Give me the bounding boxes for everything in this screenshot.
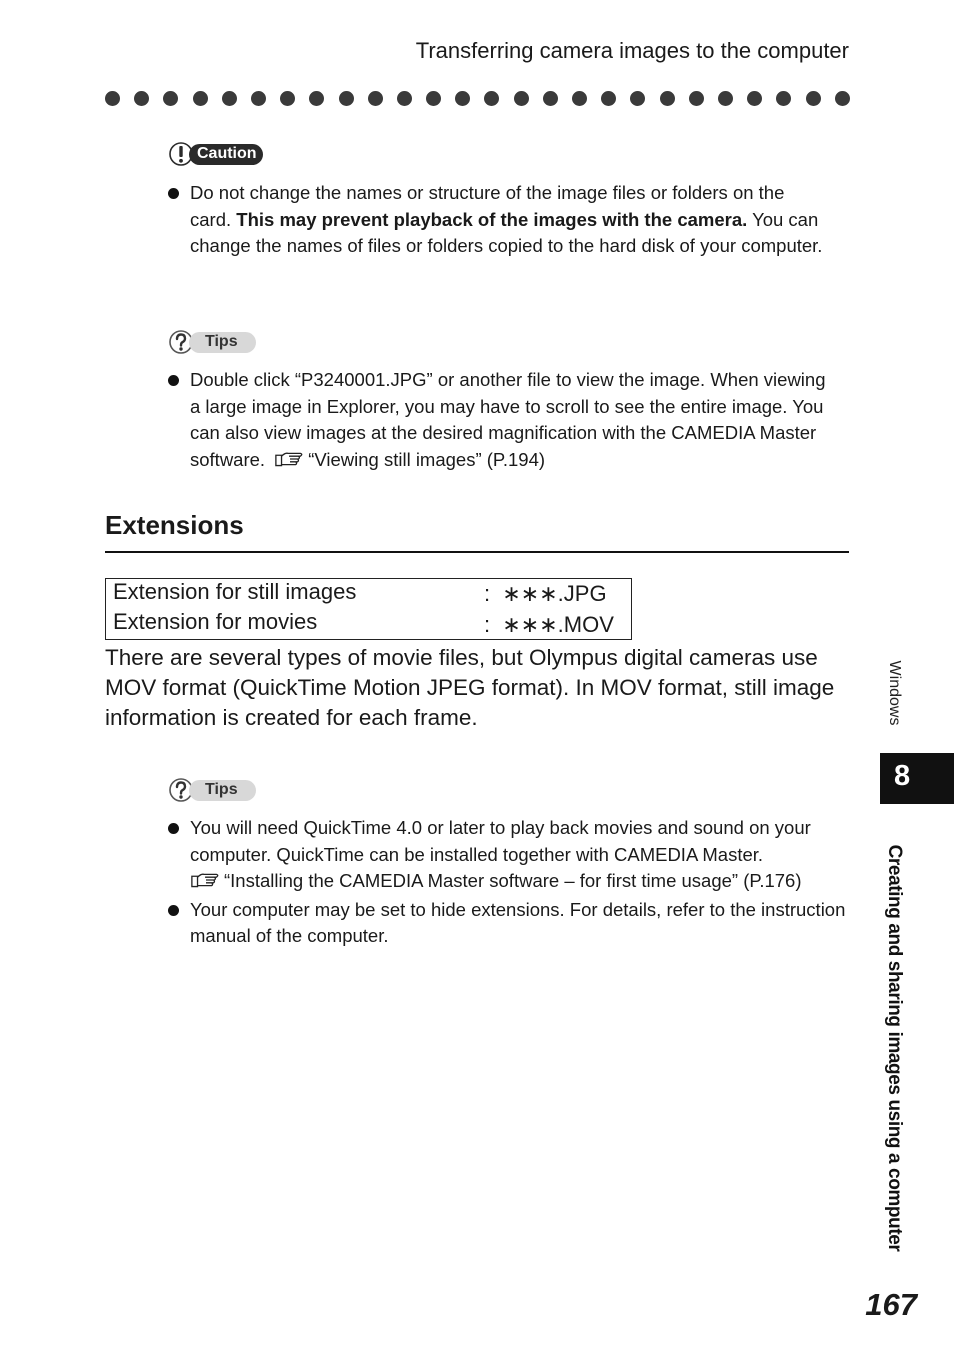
page-number: 167 <box>865 1287 917 1322</box>
caution-label: Caution <box>189 144 263 165</box>
bullet-icon <box>168 188 179 199</box>
body-paragraph: There are several types of movie files, but Olympus digital cameras use MOV format (QuickTime Motion JPEG format). In MOV format, still image information is created for each frame. <box>105 645 835 730</box>
tips-label: Tips <box>189 332 256 353</box>
item-text: Double click “P3240001.JPG” or another file to view the image. When viewing a large image in Explorer, you may have to scroll to see the entire image. You can also view images at the desired magnification with the CAMEDIA Master software. <box>190 369 826 470</box>
item-text: You can change the names of files or folders copied to the hard disk of your computer. <box>190 208 823 256</box>
chapter-tab <box>880 753 954 804</box>
list-item <box>168 367 828 473</box>
pointing-hand-icon <box>190 871 222 889</box>
divider-dot <box>339 91 354 106</box>
list-item <box>168 815 848 895</box>
divider-dot <box>776 91 791 106</box>
divider-dot <box>718 91 733 106</box>
divider-dot <box>630 91 645 106</box>
chapter-title: Creating and sharing images using a computer <box>884 844 905 1252</box>
table-cell-label: Extension for movies <box>113 609 318 634</box>
divider-dot <box>368 91 383 106</box>
dotted-divider <box>105 89 850 107</box>
divider-dot <box>251 91 266 106</box>
table-cell-label: Extension for still images <box>113 579 357 604</box>
chapter-number: 8 <box>894 760 911 792</box>
divider-dot <box>222 91 237 106</box>
tips-list <box>168 367 828 473</box>
divider-dot <box>163 91 178 106</box>
section-title: Extensions <box>105 510 244 540</box>
divider-dot <box>426 91 441 106</box>
page-reference-link[interactable]: “Viewing still images” (P.194) <box>308 448 546 470</box>
tips-badge <box>169 330 256 354</box>
item-text: You will need QuickTime 4.0 or later to play back movies and sound on your computer. QuickTime can be installed together with CAMEDIA Master. <box>190 817 811 865</box>
bullet-icon <box>168 375 179 386</box>
divider-dot <box>689 91 704 106</box>
caution-list <box>168 180 828 260</box>
divider-dot <box>134 91 149 106</box>
item-text: Your computer may be set to hide extensions. For details, refer to the instruction manual of the computer. <box>190 898 846 946</box>
tips-list <box>168 815 848 950</box>
divider-dot <box>543 91 558 106</box>
list-item <box>168 897 848 950</box>
list-item <box>168 180 828 260</box>
running-header: Transferring camera images to the computer <box>415 38 849 63</box>
tips-label: Tips <box>189 780 256 801</box>
divider-dot <box>514 91 529 106</box>
side-section-label: Windows <box>886 660 903 726</box>
divider-dot <box>835 91 850 106</box>
bullet-icon <box>168 823 179 834</box>
tips-badge <box>169 778 256 802</box>
divider-dot <box>105 91 120 106</box>
bullet-icon <box>168 905 179 916</box>
page-reference-link[interactable]: “Installing the CAMEDIA Master software – for first time usage” (P.176) <box>224 870 802 891</box>
divider-dot <box>747 91 762 106</box>
caution-badge <box>169 142 263 166</box>
extension-table <box>105 578 632 640</box>
divider-dot <box>280 91 295 106</box>
table-cell-value: : ∗∗∗.MOV <box>484 612 614 637</box>
item-text: Do not change the names or structure of the image files or folders on the card. <box>190 182 785 230</box>
divider-dot <box>484 91 499 106</box>
divider-dot <box>660 91 675 106</box>
pointing-hand-icon <box>274 450 306 468</box>
divider-dot <box>397 91 412 106</box>
table-cell-value: : ∗∗∗.JPG <box>484 581 607 606</box>
item-emphasis: This may prevent playback of the images with the camera. <box>236 208 748 230</box>
section-divider <box>105 551 849 553</box>
divider-dot <box>601 91 616 106</box>
divider-dot <box>806 91 821 106</box>
divider-dot <box>309 91 324 106</box>
divider-dot <box>193 91 208 106</box>
divider-dot <box>455 91 470 106</box>
divider-dot <box>572 91 587 106</box>
